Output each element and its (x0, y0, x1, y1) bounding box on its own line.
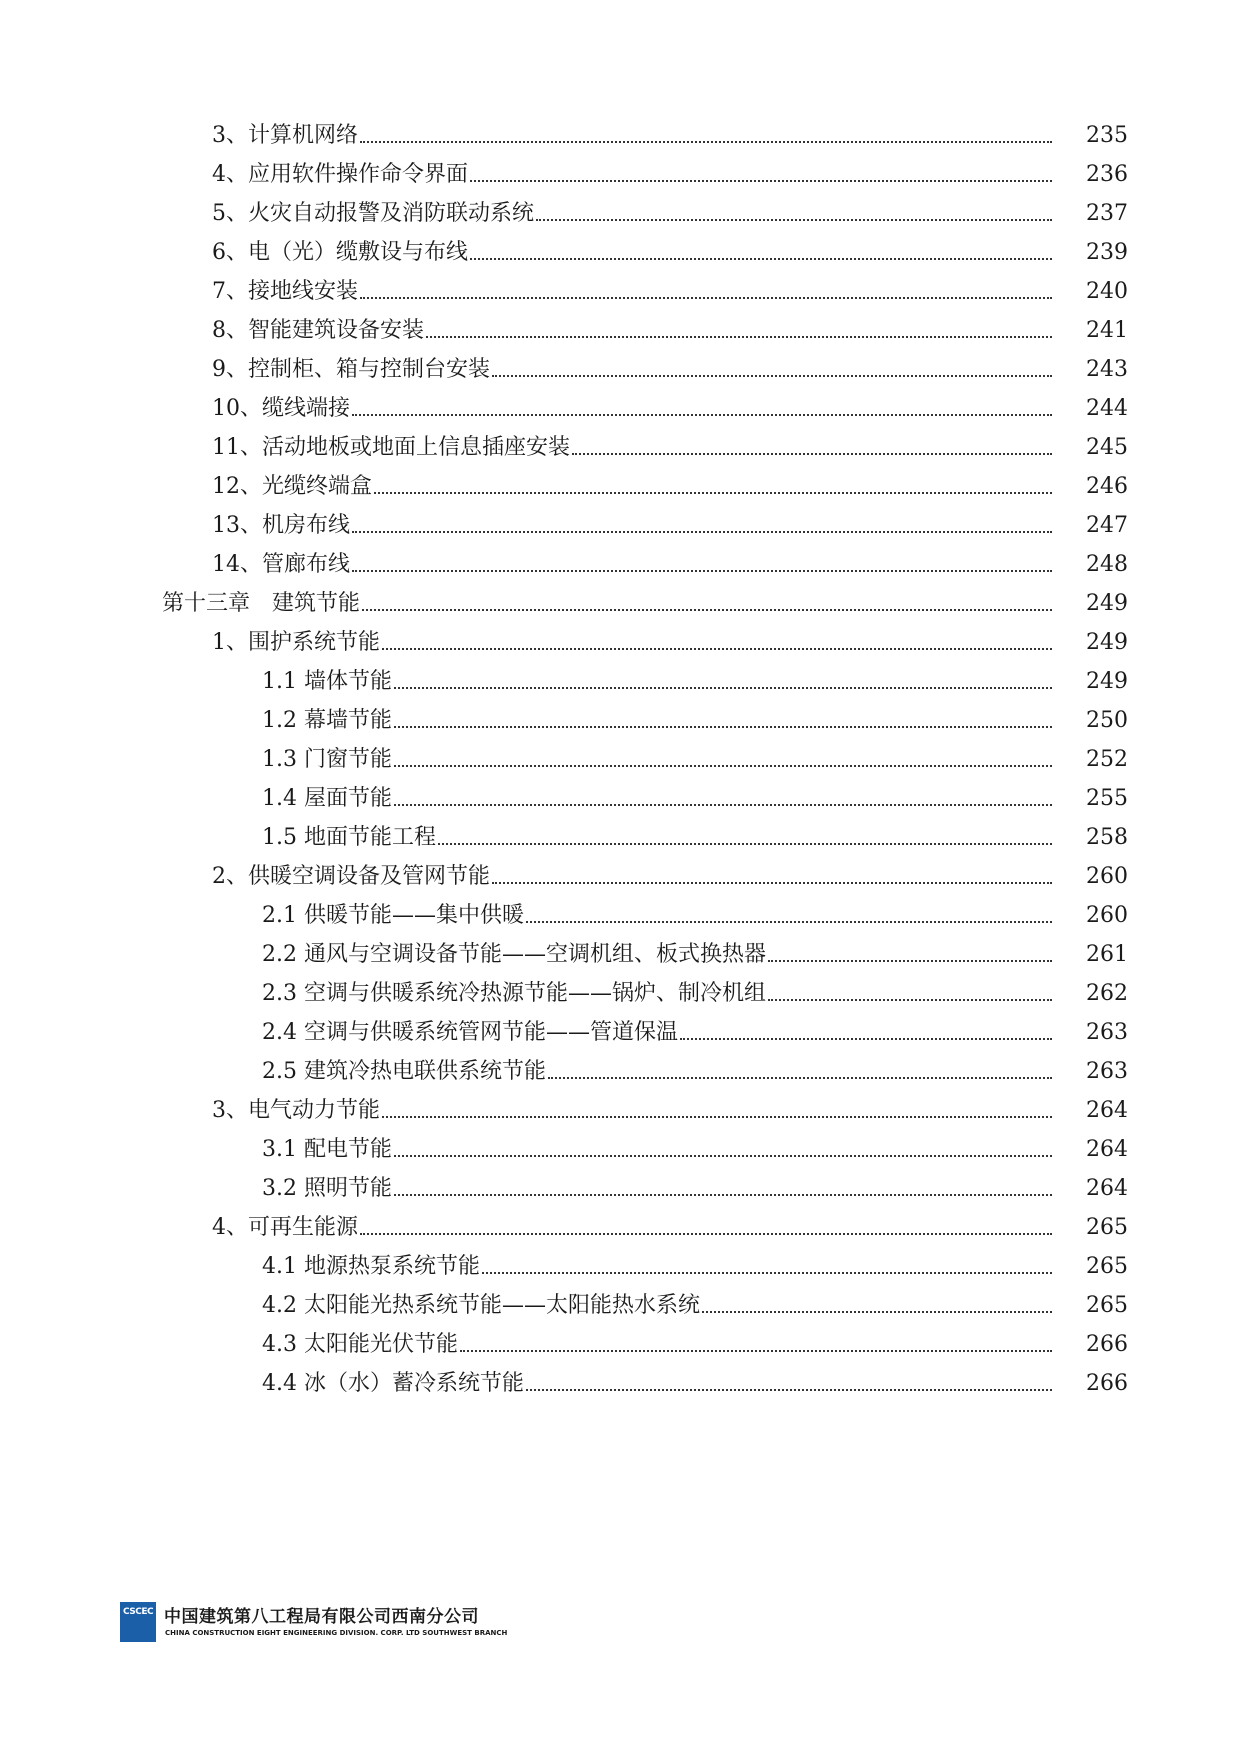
toc-entry-page-number: 266 (1086, 1332, 1128, 1357)
toc-entry-title: 4.1 地源热泵系统节能 (262, 1254, 480, 1279)
toc-dot-leader (548, 1077, 1052, 1079)
toc-entry-title: 2.5 建筑冷热电联供系统节能 (262, 1059, 546, 1084)
toc-entry[interactable] (0, 859, 1240, 898)
toc-entry[interactable] (0, 313, 1240, 352)
toc-dot-leader (382, 1116, 1052, 1118)
toc-entry-page-number: 255 (1086, 786, 1128, 811)
toc-entry-title: 3、计算机网络 (212, 123, 358, 148)
toc-entry[interactable] (0, 1015, 1240, 1054)
toc-entry[interactable] (0, 1093, 1240, 1132)
toc-entry[interactable] (0, 1249, 1240, 1288)
toc-entry-page-number: 262 (1086, 981, 1128, 1006)
toc-dot-leader (492, 375, 1052, 377)
toc-entry-page-number: 250 (1086, 708, 1128, 733)
toc-dot-leader (470, 180, 1052, 182)
toc-entry-page-number: 265 (1086, 1215, 1128, 1240)
toc-entry-page-number: 263 (1086, 1059, 1128, 1084)
toc-entry-page-number: 266 (1086, 1371, 1128, 1396)
toc-entry-page-number: 236 (1086, 162, 1128, 187)
toc-entry-page-number: 263 (1086, 1020, 1128, 1045)
toc-entry[interactable] (0, 781, 1240, 820)
toc-entry[interactable] (0, 1288, 1240, 1327)
toc-entry-title: 1.5 地面节能工程 (262, 825, 436, 850)
toc-dot-leader (680, 1038, 1052, 1040)
toc-entry-page-number: 244 (1086, 396, 1128, 421)
toc-dot-leader (394, 804, 1052, 806)
toc-entry-title: 14、管廊布线 (212, 552, 350, 577)
toc-entry[interactable] (0, 196, 1240, 235)
toc-entry-title: 4.2 太阳能光热系统节能——太阳能热水系统 (262, 1293, 700, 1318)
toc-entry-page-number: 264 (1086, 1176, 1128, 1201)
company-name-en: CHINA CONSTRUCTION EIGHT ENGINEERING DIVISION. CORP. LTD SOUTHWEST BRANCH (165, 1629, 508, 1637)
toc-entry-title: 11、活动地板或地面上信息插座安装 (212, 435, 570, 460)
toc-dot-leader (360, 1233, 1052, 1235)
toc-entry[interactable] (0, 1327, 1240, 1366)
toc-entry-title: 13、机房布线 (212, 513, 350, 538)
toc-dot-leader (352, 570, 1052, 572)
toc-entry-page-number: 264 (1086, 1137, 1128, 1162)
toc-entry-title: 7、接地线安装 (212, 279, 358, 304)
toc-entry[interactable] (0, 469, 1240, 508)
toc-entry-title: 9、控制柜、箱与控制台安装 (212, 357, 490, 382)
toc-entry-page-number: 235 (1086, 123, 1128, 148)
toc-dot-leader (352, 531, 1052, 533)
toc-dot-leader (702, 1311, 1052, 1313)
toc-dot-leader (394, 1155, 1052, 1157)
toc-entry[interactable] (0, 508, 1240, 547)
toc-entry-page-number: 265 (1086, 1254, 1128, 1279)
toc-dot-leader (460, 1350, 1052, 1352)
toc-entry-page-number: 265 (1086, 1293, 1128, 1318)
toc-entry[interactable] (0, 118, 1240, 157)
toc-dot-leader (526, 921, 1052, 923)
toc-entry[interactable] (0, 937, 1240, 976)
toc-dot-leader (438, 843, 1052, 845)
toc-entry-page-number: 258 (1086, 825, 1128, 850)
toc-entry-page-number: 237 (1086, 201, 1128, 226)
toc-entry-page-number: 260 (1086, 903, 1128, 928)
toc-entry-page-number: 245 (1086, 435, 1128, 460)
toc-entry-title: 1.1 墙体节能 (262, 669, 392, 694)
toc-entry-title: 4.3 太阳能光伏节能 (262, 1332, 458, 1357)
toc-entry-title: 12、光缆终端盒 (212, 474, 372, 499)
toc-entry[interactable] (0, 703, 1240, 742)
toc-dot-leader (362, 609, 1052, 611)
logo-text: CSCEC (123, 1607, 154, 1617)
toc-entry-page-number: 249 (1086, 630, 1128, 655)
toc-entry-title: 2.4 空调与供暖系统管网节能——管道保温 (262, 1020, 678, 1045)
toc-entry-title: 3.2 照明节能 (262, 1176, 392, 1201)
toc-entry-title: 1.4 屋面节能 (262, 786, 392, 811)
toc-dot-leader (374, 492, 1052, 494)
toc-entry[interactable] (0, 1171, 1240, 1210)
toc-entry-page-number: 249 (1086, 669, 1128, 694)
page-footer (120, 1602, 640, 1646)
toc-dot-leader (526, 1389, 1052, 1391)
toc-entry-title: 1.2 幕墙节能 (262, 708, 392, 733)
toc-entry-page-number: 239 (1086, 240, 1128, 265)
toc-entry-title: 2.2 通风与空调设备节能——空调机组、板式换热器 (262, 942, 766, 967)
toc-dot-leader (394, 687, 1052, 689)
toc-dot-leader (360, 297, 1052, 299)
toc-entry[interactable] (0, 742, 1240, 781)
toc-dot-leader (482, 1272, 1052, 1274)
toc-entry-title: 10、缆线端接 (212, 396, 350, 421)
toc-dot-leader (352, 414, 1052, 416)
toc-entry[interactable] (0, 1210, 1240, 1249)
toc-entry[interactable] (0, 898, 1240, 937)
toc-entry-title: 4、应用软件操作命令界面 (212, 162, 468, 187)
toc-entry-page-number: 252 (1086, 747, 1128, 772)
toc-dot-leader (768, 960, 1052, 962)
toc-entry-title: 1.3 门窗节能 (262, 747, 392, 772)
toc-dot-leader (426, 336, 1052, 338)
toc-entry[interactable] (0, 664, 1240, 703)
table-of-contents (0, 118, 1240, 1405)
toc-entry[interactable] (0, 430, 1240, 469)
toc-dot-leader (492, 882, 1052, 884)
toc-entry[interactable] (0, 391, 1240, 430)
toc-entry-title: 4.4 冰（水）蓄冷系统节能 (262, 1371, 524, 1396)
toc-entry-title: 4、可再生能源 (212, 1215, 358, 1240)
toc-entry-page-number: 243 (1086, 357, 1128, 382)
toc-dot-leader (768, 999, 1052, 1001)
toc-dot-leader (536, 219, 1052, 221)
toc-entry[interactable] (0, 274, 1240, 313)
toc-entry-page-number: 241 (1086, 318, 1128, 343)
toc-entry-title: 第十三章 建筑节能 (162, 591, 361, 616)
toc-entry[interactable] (0, 820, 1240, 859)
toc-entry-title: 2、供暖空调设备及管网节能 (212, 864, 490, 889)
toc-entry-title: 2.3 空调与供暖系统冷热源节能——锅炉、制冷机组 (262, 981, 766, 1006)
toc-entry[interactable] (0, 547, 1240, 586)
toc-dot-leader (394, 1194, 1052, 1196)
toc-entry[interactable] (0, 1132, 1240, 1171)
toc-entry-title: 3.1 配电节能 (262, 1137, 392, 1162)
toc-entry-title: 6、电（光）缆敷设与布线 (212, 240, 468, 265)
toc-entry-title: 3、电气动力节能 (212, 1098, 380, 1123)
toc-entry[interactable] (0, 625, 1240, 664)
toc-entry-page-number: 240 (1086, 279, 1128, 304)
toc-dot-leader (382, 648, 1052, 650)
toc-dot-leader (470, 258, 1052, 260)
toc-entry[interactable] (0, 352, 1240, 391)
toc-entry-title: 5、火灾自动报警及消防联动系统 (212, 201, 534, 226)
toc-entry-page-number: 260 (1086, 864, 1128, 889)
toc-entry-title: 8、智能建筑设备安装 (212, 318, 424, 343)
toc-dot-leader (394, 726, 1052, 728)
toc-entry[interactable] (0, 586, 1240, 625)
toc-dot-leader (360, 141, 1052, 143)
toc-entry-page-number: 264 (1086, 1098, 1128, 1123)
toc-entry[interactable] (0, 235, 1240, 274)
toc-entry[interactable] (0, 1054, 1240, 1093)
toc-dot-leader (572, 453, 1052, 455)
toc-entry[interactable] (0, 976, 1240, 1015)
toc-entry[interactable] (0, 157, 1240, 196)
company-logo (120, 1602, 156, 1642)
toc-entry-page-number: 246 (1086, 474, 1128, 499)
toc-entry-page-number: 247 (1086, 513, 1128, 538)
toc-entry-page-number: 248 (1086, 552, 1128, 577)
toc-entry-title: 1、围护系统节能 (212, 630, 380, 655)
company-name-cn: 中国建筑第八工程局有限公司西南分公司 (164, 1607, 479, 1627)
toc-entry-page-number: 249 (1086, 591, 1128, 616)
toc-entry[interactable] (0, 1366, 1240, 1405)
toc-entry-title: 2.1 供暖节能——集中供暖 (262, 903, 524, 928)
toc-dot-leader (394, 765, 1052, 767)
toc-entry-page-number: 261 (1086, 942, 1128, 967)
